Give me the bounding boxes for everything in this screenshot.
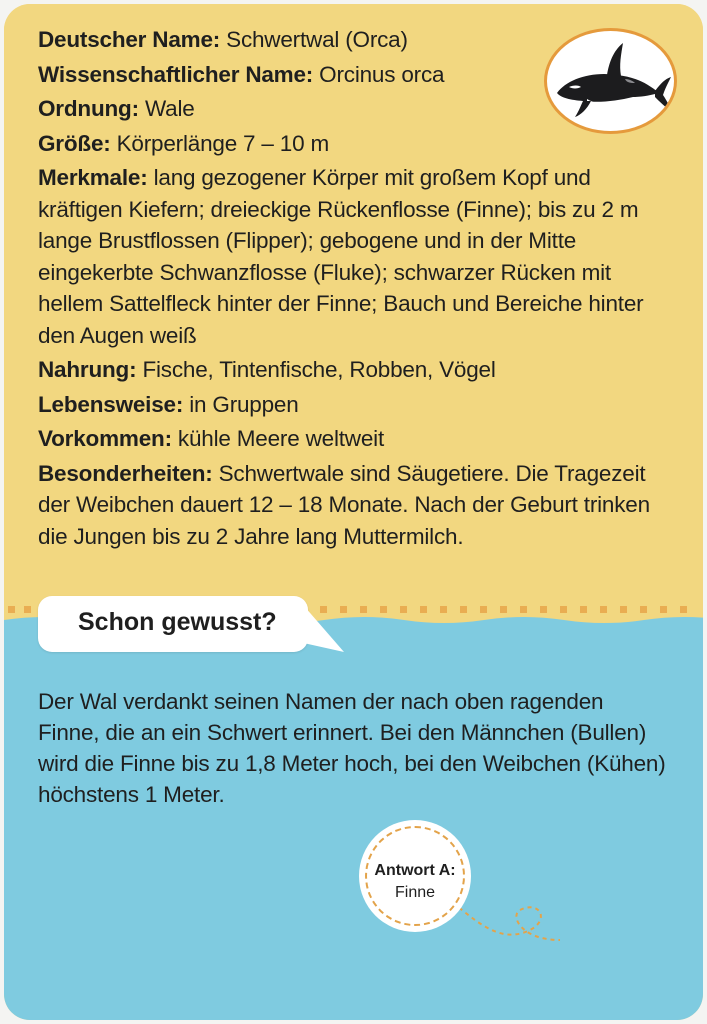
field-lebensweise: Lebensweise: in Gruppen <box>38 391 299 417</box>
field-vorkommen: Vorkommen: kühle Meere weltweit <box>38 426 385 451</box>
field-ordnung: Ordnung: Wale <box>38 96 195 121</box>
field-groesse: Größe: Körperlänge 7 – 10 m <box>38 130 330 156</box>
speech-bubble-tail-icon <box>290 604 350 654</box>
field-besonderheiten: Besonderheiten: Schwertwale sind Säugetiere. Die Tragezeit der Weibchen dauert 12 – 18 Monate. Nach der Geburt trinken die Jungen bis zu 2 Jahre lang Muttermilch. <box>38 460 650 549</box>
orca-image <box>544 28 677 134</box>
card-bottom-section <box>4 624 703 1020</box>
field-nahrung: Nahrung: Fische, Tintenfische, Robben, Vögel <box>38 357 496 382</box>
bubble-title: Schon gewusst? <box>78 608 277 636</box>
field-merkmale: Merkmale: lang gezogener Körper mit großem Kopf und kräftigen Kiefern; dreieckige Rückenflosse (Finne); bis zu 2 m lange Brustflossen (Flipper); gebogene und in der Mitte eingekerbte Schwanzflosse (Fluke); schwarzer Rücken mit hellem Sattelfleck hinter der Finne; Bauch und Bereiche hinter den Augen weiß <box>38 165 644 348</box>
fact-text: Der Wal verdankt seinen Namen der nach oben ragenden Finne, die an ein Schwert erinnert. Bei den Männchen (Bullen) wird die Finne bis zu 1,8 Meter hoch, bei den Weibchen (Kühen) höchstens 1 Meter. <box>38 689 666 807</box>
orca-icon <box>547 31 674 131</box>
answer-label: Antwort A: <box>374 862 456 879</box>
answer-badge <box>359 820 471 932</box>
field-deutscher-name: Deutscher Name: Schwertwal (Orca) <box>38 27 408 52</box>
answer-value: Finne <box>394 884 436 901</box>
field-wissenschaftlicher-name: Wissenschaftlicher Name: Orcinus orca <box>38 61 445 87</box>
